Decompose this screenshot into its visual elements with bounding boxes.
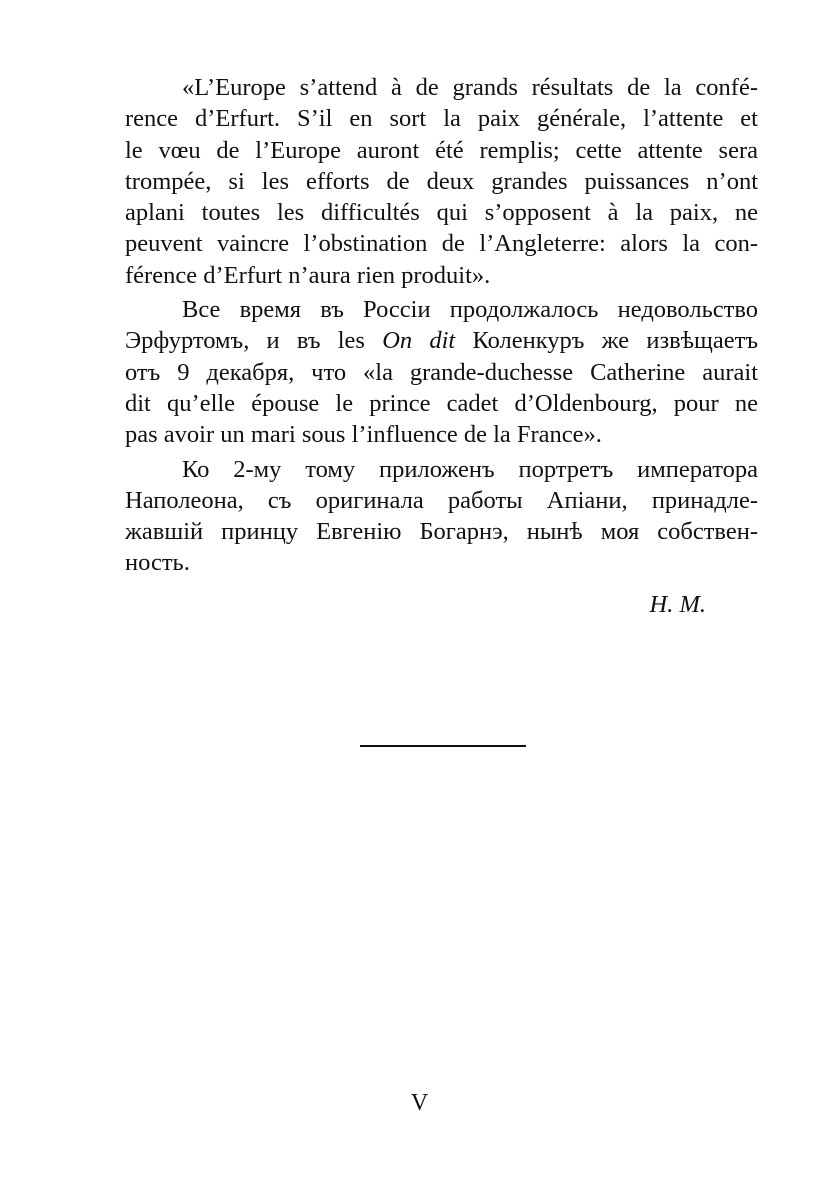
- page-body: [125, 72, 758, 620]
- text-line: Ко 2-му тому приложенъ портретъ императора: [182, 455, 758, 483]
- text-line: жавшій принцу Евгенію Богарнэ, нынѣ моя собствен-: [125, 518, 758, 546]
- text-line: rence d’Erfurt. S’il en sort la paix générale, l’attente et: [125, 105, 758, 133]
- paragraph-portrait-note: [125, 454, 758, 579]
- text-line: Наполеона, съ оригинала работы Апіани, принадле-: [125, 486, 758, 514]
- text-line: pas avoir un mari sous l’influence de la France».: [125, 421, 602, 449]
- text-line: «L’Europe s’attend à de grands résultats de la confé-: [182, 74, 758, 101]
- text-line: ность.: [125, 549, 190, 577]
- paragraph-french-quote: [125, 72, 758, 291]
- text-line: le vœu de l’Europe auront été remplis; cette attente sera: [125, 136, 758, 164]
- text-line: отъ 9 декабря, что «la grande-duchesse Catherine aurait: [125, 358, 758, 386]
- text-line: aplani toutes les difficultés qui s’opposent à la paix, ne: [125, 199, 758, 227]
- author-signature: Н. М.: [649, 590, 706, 618]
- page-number: V: [410, 1090, 430, 1116]
- italic-title-on-dit: On dit: [382, 327, 456, 355]
- text-line: Все время въ Россіи продолжалось недовольство: [182, 296, 758, 324]
- text-line: férence d’Erfurt n’aura rien produit».: [125, 261, 491, 289]
- text-run: Коленкуръ же извѣщаетъ: [472, 327, 759, 355]
- text-run: Эрфуртомъ, и въ les: [125, 327, 365, 355]
- text-line: dit qu’elle épouse le prince cadet d’Oldenbourg, pour ne: [125, 389, 758, 417]
- section-divider: [360, 745, 526, 747]
- text-line: trompée, si les efforts de deux grandes puissances n’ont: [125, 167, 758, 195]
- text-line: peuvent vaincre l’obstination de l’Angleterre: alors la con-: [125, 230, 758, 258]
- text-line-with-italic: [125, 325, 758, 356]
- paragraph-erfurt-discontent: [125, 294, 758, 450]
